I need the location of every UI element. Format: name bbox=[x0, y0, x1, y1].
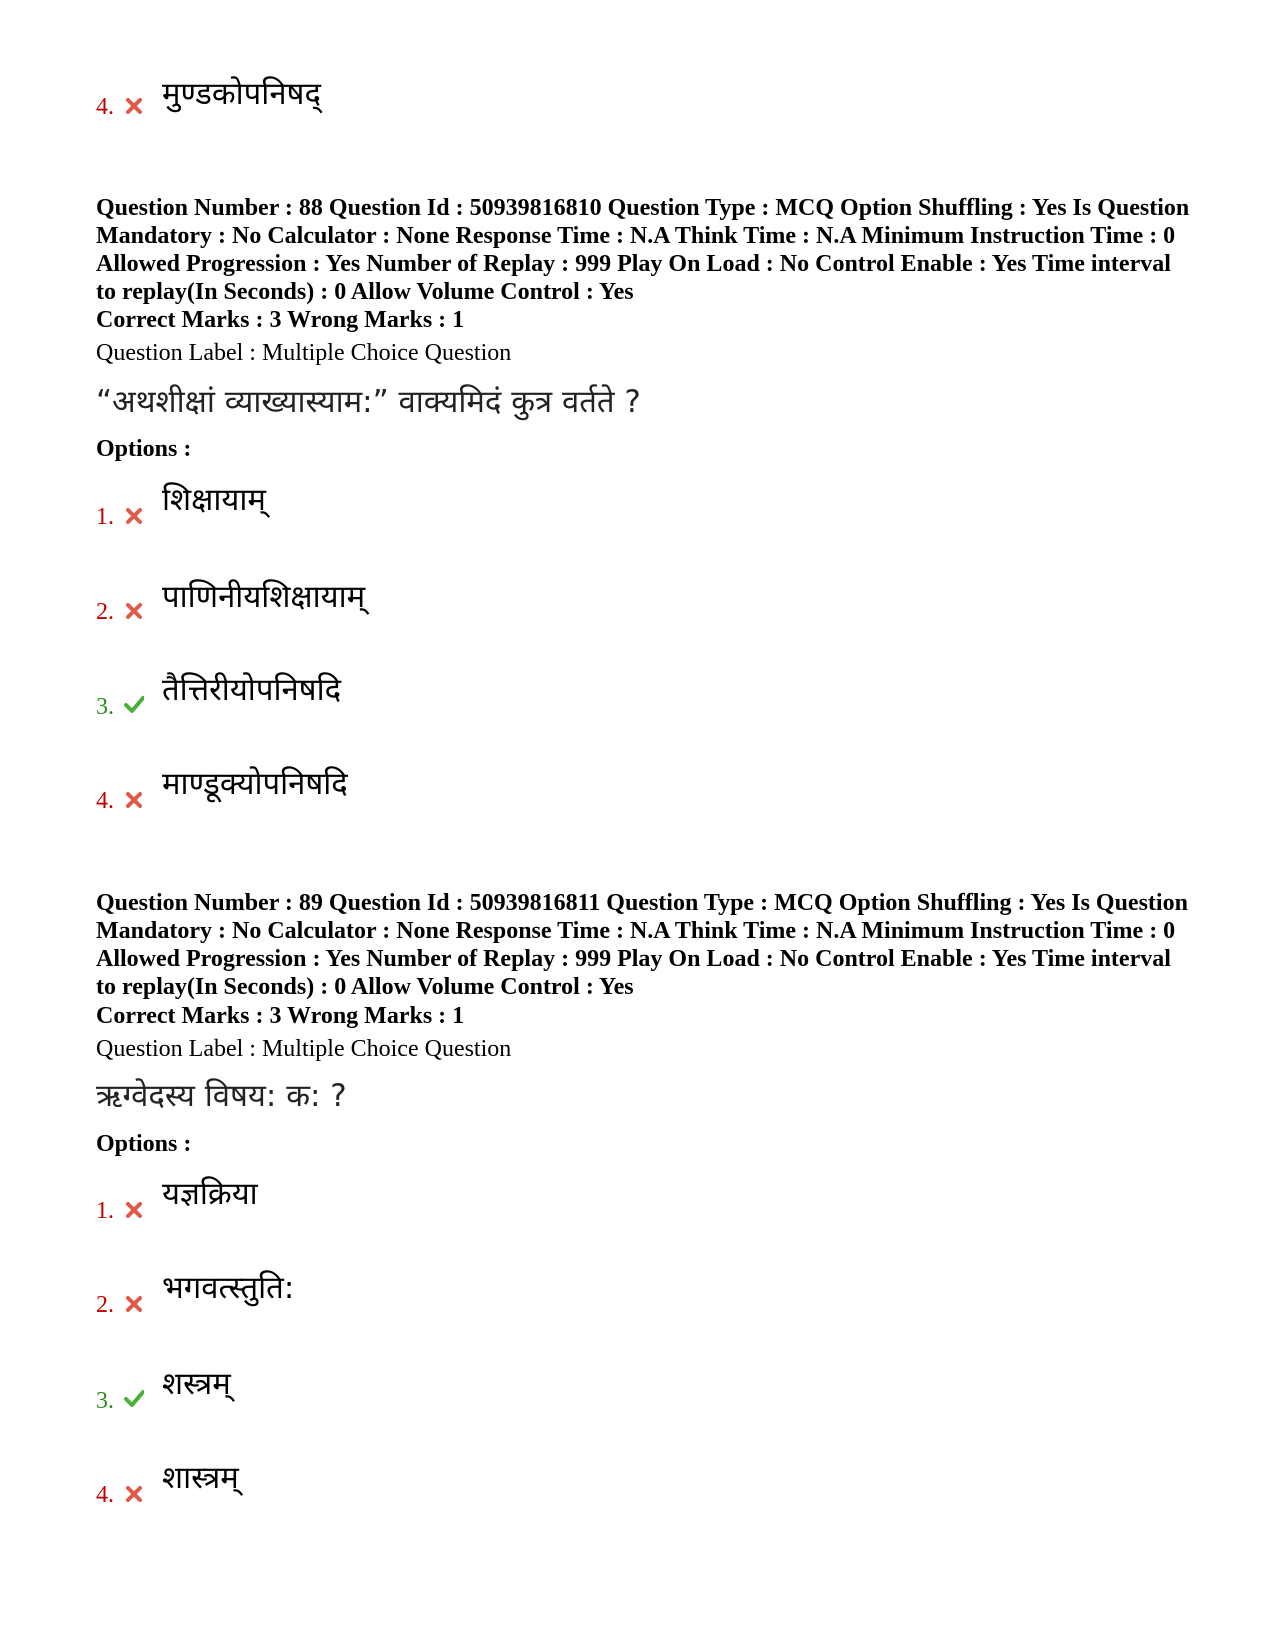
wrong-cross-icon bbox=[124, 506, 144, 526]
option-number: 1. bbox=[96, 504, 114, 530]
option-text: शास्त्रम् bbox=[162, 1460, 239, 1496]
wrong-cross-icon bbox=[124, 1484, 144, 1504]
option-number: 3. bbox=[96, 694, 114, 720]
option-number: 1. bbox=[96, 1198, 114, 1224]
option-number: 4. bbox=[96, 788, 114, 814]
option-text: शस्त्रम् bbox=[162, 1366, 231, 1402]
question-meta: Question Number : 89 Question Id : 50939816811 Question Type : MCQ Option Shuffling : Yes Is Question Mandatory : No Calculator : None Response Time : N.A Think Time : N.A Minimum Instruction Time : 0 Allowed Progression : Yes Number of Replay : 999 Play On Load : No Control Enable : Yes Time interval to replay(In Seconds) : 0 Allow Volume Control : Yes bbox=[96, 890, 1188, 1000]
option-item bbox=[96, 1266, 796, 1326]
question-text: ऋग्वेदस्य विषय: क: ? bbox=[96, 1078, 347, 1114]
options-heading: Options : bbox=[96, 1131, 192, 1157]
wrong-cross-icon bbox=[124, 790, 144, 810]
question-marks: Correct Marks : 3 Wrong Marks : 1 bbox=[96, 1003, 465, 1029]
wrong-cross-icon bbox=[124, 601, 144, 621]
option-number: 2. bbox=[96, 599, 114, 625]
options-heading: Options : bbox=[96, 436, 192, 462]
option-item bbox=[96, 478, 796, 538]
question-marks: Correct Marks : 3 Wrong Marks : 1 bbox=[96, 307, 465, 333]
question-label: Question Label : Multiple Choice Question bbox=[96, 340, 512, 366]
wrong-cross-icon bbox=[124, 1200, 144, 1220]
option-number: 4. bbox=[96, 94, 114, 120]
question-meta: Question Number : 88 Question Id : 50939816810 Question Type : MCQ Option Shuffling : Yes Is Question Mandatory : No Calculator : None Response Time : N.A Think Time : N.A Minimum Instruction Time : 0 Allowed Progression : Yes Number of Replay : 999 Play On Load : No Control Enable : Yes Time interval to replay(In Seconds) : 0 Allow Volume Control : Yes bbox=[96, 195, 1190, 305]
option-number: 3. bbox=[96, 1388, 114, 1414]
option-number: 2. bbox=[96, 1292, 114, 1318]
option-item bbox=[96, 575, 796, 635]
option-item bbox=[96, 72, 796, 132]
option-number: 4. bbox=[96, 1482, 114, 1508]
option-text: पाणिनीयशिक्षायाम् bbox=[162, 579, 366, 615]
wrong-cross-icon bbox=[124, 96, 144, 116]
option-item bbox=[96, 1362, 796, 1422]
option-item bbox=[96, 668, 796, 728]
option-item bbox=[96, 1456, 796, 1516]
option-text: यज्ञक्रिया bbox=[162, 1176, 258, 1212]
option-text: माण्डूक्योपनिषदि bbox=[162, 766, 348, 802]
option-text: भगवत्स्तुति: bbox=[162, 1270, 295, 1306]
correct-check-icon bbox=[124, 1388, 144, 1408]
option-text: मुण्डकोपनिषद् bbox=[162, 76, 321, 112]
option-item bbox=[96, 1172, 796, 1232]
option-text: शिक्षायाम् bbox=[162, 482, 266, 518]
question-text: “अथशीक्षां व्याख्यास्याम:” वाक्यमिदं कुत्र वर्तते ? bbox=[96, 384, 641, 420]
question-label: Question Label : Multiple Choice Question bbox=[96, 1036, 512, 1062]
option-text: तैत्तिरीयोपनिषदि bbox=[162, 672, 342, 708]
option-item bbox=[96, 762, 796, 822]
correct-check-icon bbox=[124, 694, 144, 714]
wrong-cross-icon bbox=[124, 1294, 144, 1314]
